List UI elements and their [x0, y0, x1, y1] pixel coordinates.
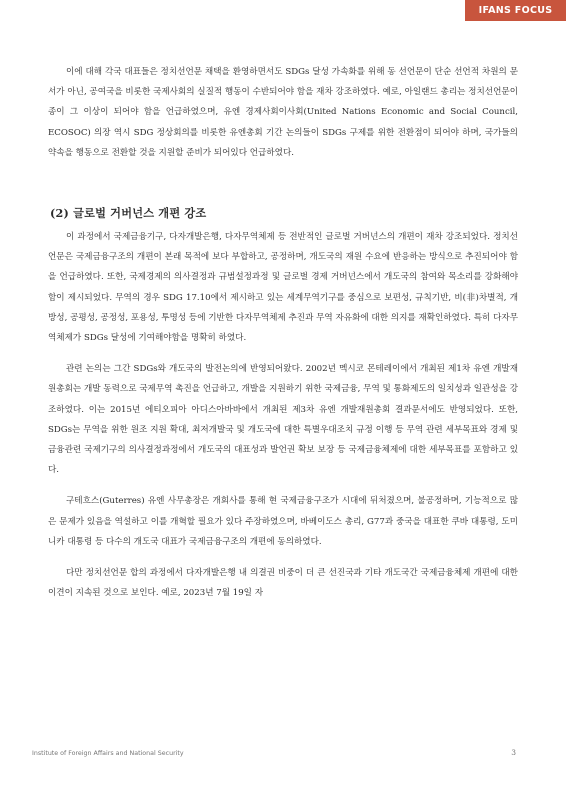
- paragraph-1: 이에 대해 각국 대표들은 정치선언문 채택을 환영하면서도 SDGs 달성 가속화를 위해 동 선언문이 단순 선언적 차원의 문서가 아닌, 공여국을 비롯한 국제사회의 실질적 행동이 수반되어야 함을 재차 강조하였다. 예로, 아일랜드 총리는 정치선언문이 종이 그 이상이 되어야 함을 언급하였으며, 유엔 경제사회이사회(United Nations Economic and Social Council, ECOSOC) 의장 역시 SDG 정상회의를 비롯한 유엔총회 기간 논의들이 SDGs 구제를 위한 전환점이 되어야 하며, 국가들의 약속을 행동으로 전환할 것을 지원할 준비가 되어있다 언급하였다.: [48, 67, 518, 158]
- paragraph-5: 다만 정치선언문 합의 과정에서 다자개발은행 내 의결권 비중이 더 큰 선진국과 기타 개도국간 국제금융체제 개편에 대한 이견이 지속된 것으로 보인다. 예로, 2023년 7월 19일 자: [48, 568, 518, 599]
- paragraph-2: 이 과정에서 국제금융기구, 다자개발은행, 다자무역체제 등 전반적인 글로벌 거버넌스의 개편이 재차 강조되었다. 정치선언문은 국제금융구조의 개편이 본래 목적에 보다 부합하고, 공정하며, 개도국의 재원 수요에 반응하는 방식으로 추진되어야 함을 언급하였다. 또한, 국제경제의 의사결정과 규범설정과정 및 글로벌 경제 거버넌스에서 개도국의 참여와 목소리를 강화해야 함이 제시되었다. 무역의 경우 SDG 17.10에서 제시하고 있는 세계무역기구를 중심으로 보편성, 규칙기반, 비(非)차별적, 개방성, 공평성, 공정성, 포용성, 투명성 등에 기반한 다자무역체제 추진과 무역 자유화에 대한 의지를 재확인하였다. 특히 다자무역체제가 SDGs 달성에 기여해야함을 명확히 하였다.: [48, 232, 518, 344]
- page-number: 3: [511, 748, 516, 757]
- paragraph-4: 구테흐스(Guterres) 유엔 사무총장은 개회사를 통해 현 국제금융구조가 시대에 뒤처졌으며, 불공정하며, 기능적으로 많은 문제가 있음을 역설하고 이를 개혁할 필요가 있다 주장하였으며, 바베이도스 총리, G77과 중국을 대표한 쿠바 대통령, 도미니카 대통령 등 다수의 개도국 대표가 국제금융구조의 개편에 동의하였다.: [48, 496, 518, 547]
- footer-institute-name: Institute of Foreign Affairs and National Security: [32, 750, 184, 757]
- paragraph-3: 관련 논의는 그간 SDGs와 개도국의 발전논의에 반영되어왔다. 2002년 멕시코 몬테레이에서 개최된 제1차 유엔 개발재원총회는 개발 동력으로 국제무역 촉진을 언급하고, 개발을 지원하기 위한 국제금융, 무역 및 통화제도의 일치성과 일관성을 강조하였다. 이는 2015년 에티오피아 아디스아바바에서 개최된 제3차 유엔 개발재원총회 결과문서에도 반영되었다. 또한, SDGs는 무역을 위한 원조 지원 확대, 최저개발국 및 개도국에 대한 특별우대조치 규정 이행 등 무역 관련 세부목표와 경제 및 금융관련 국제기구의 의사결정과정에서 개도국의 대표성과 발언권 확보 보장 등 국제금융체제에 대한 세부목표를 포함하고 있다.: [48, 364, 518, 476]
- document-body: [48, 62, 518, 614]
- section-heading: (2) 글로벌 거버넌스 개편 강조: [50, 206, 207, 221]
- ifans-focus-badge: IFANS FOCUS: [465, 0, 566, 21]
